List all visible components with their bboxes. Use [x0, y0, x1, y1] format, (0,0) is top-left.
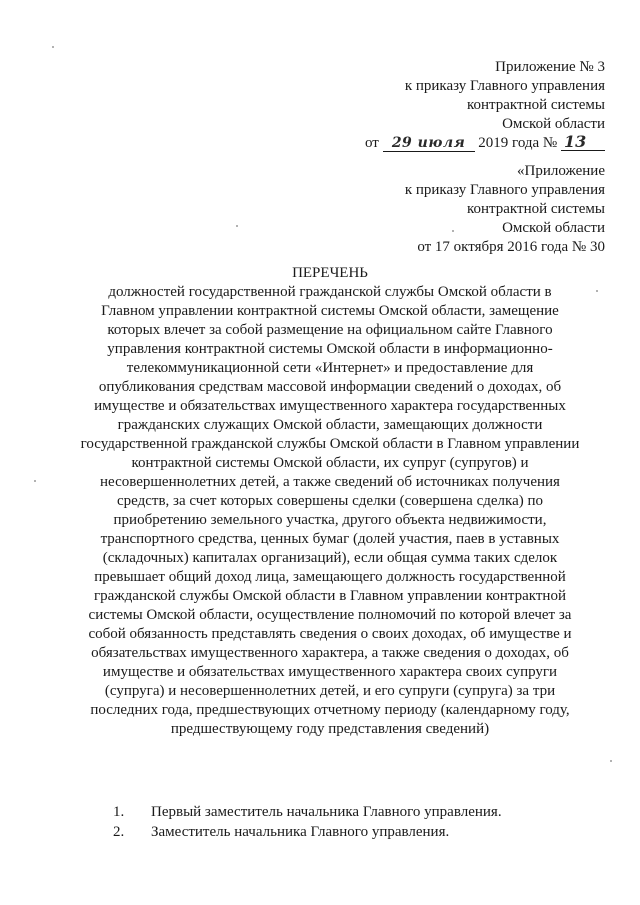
scan-speck: [236, 225, 238, 227]
scan-speck: [596, 290, 598, 292]
original-appendix-title: «Приложение: [516, 163, 605, 179]
appendix-header-original: [405, 162, 605, 257]
appendix-title: Приложение № 3: [495, 59, 605, 75]
list-item-text: Заместитель начальника Главного управления.: [151, 824, 450, 840]
scan-speck: [52, 46, 54, 48]
list-item-number: 2.: [113, 824, 125, 840]
list-item-text: Первый заместитель начальника Главного управления.: [151, 804, 502, 820]
positions-list: [113, 802, 593, 842]
list-heading: [80, 264, 580, 739]
list-item: [113, 822, 593, 842]
handwritten-number: 13: [561, 134, 605, 151]
appendix-header-current: [365, 58, 605, 153]
original-order-line: к приказу Главного управления: [404, 182, 605, 198]
original-region-line: Омской области: [502, 220, 605, 236]
date-prefix: от: [364, 135, 379, 151]
original-date-line: от 17 октября 2016 года № 30: [417, 239, 605, 255]
scan-speck: [610, 760, 612, 762]
handwritten-date: 29 июля: [383, 135, 475, 152]
appendix-region-line: Омской области: [502, 116, 605, 132]
appendix-org-line: контрактной системы: [466, 97, 605, 113]
list-item-number: 1.: [113, 804, 125, 820]
original-org-line: контрактной системы: [466, 201, 605, 217]
appendix-date-line: [365, 134, 605, 153]
date-suffix: 2019 года №: [478, 135, 558, 151]
scan-speck: [452, 230, 454, 232]
appendix-order-line: к приказу Главного управления: [404, 78, 605, 94]
list-item: [113, 802, 593, 822]
scan-speck: [34, 480, 36, 482]
document-title: ПЕРЕЧЕНЬ: [292, 265, 368, 281]
document-description: должностей государственной гражданской службы Омской области в Главном управлении контрактной системы Омской области, замещение которых влечет за собой размещение на официальном сайте Главного управления контрактной системы Омской области в информационно-телекоммуникационной сети «Интернет» и предоставление для опубликования средствам массовой информации сведений о доходах, об имуществе и обязательствах имущественного характера государственных гражданских служащих Омской области, замещающих должности государственной гражданской службы Омской области в Главном управлении контрактной системы Омской области, их супруг (супругов) и несовершеннолетних детей, а также сведений об источниках получения средств, за счет которых совершены сделки (совершена сделка) по приобретению земельного участка, другого объекта недвижимости, транспортного средства, ценных бумаг (долей участия, паев в уставных (складочных) капиталах организаций), если общая сумма таких сделок превышает общий доход лица, замещающего должность государственной гражданской службы Омской области в Главном управлении контрактной системы Омской области, осуществление полномочий по которой влечет за собой обязанность представлять сведения о своих доходах, об имуществе и обязательствах имущественного характера, а также сведения о доходах, об имуществе и обязательствах имущественного характера своих супруги (супруга) и несовершеннолетних детей, и его супруги (супруга) за три последних года, предшествующих отчетному периоду (календарному году, предшествующему году представления сведений): [80, 284, 580, 737]
